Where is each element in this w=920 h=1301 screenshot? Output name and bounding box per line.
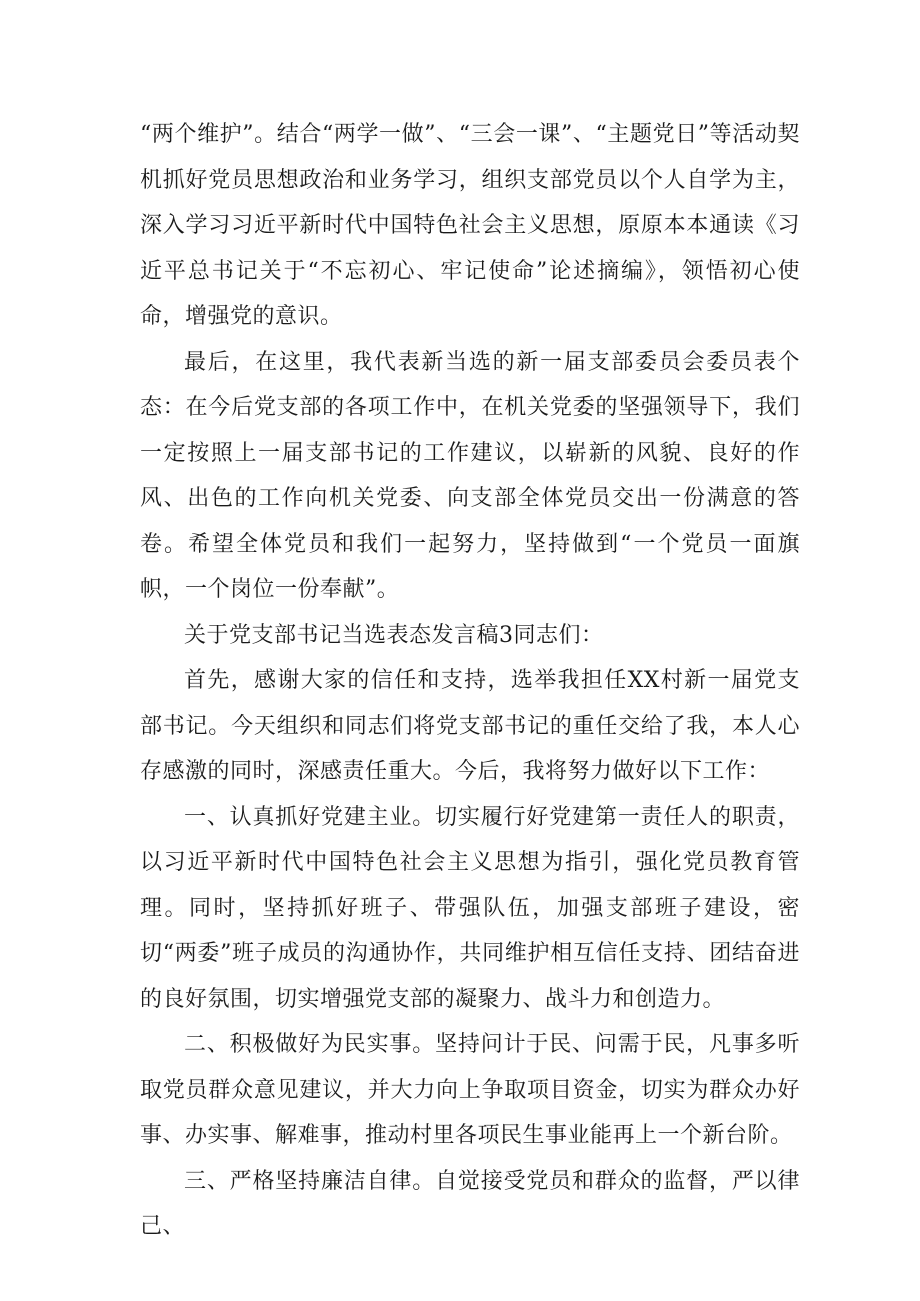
paragraph-7: 三、严格坚持廉洁自律。自觉接受党员和群众的监督，严以律己、: [140, 1168, 800, 1239]
paragraph-2: 最后，在这里，我代表新当选的新一届支部委员会委员表个态：在今后党支部的各项工作中，在机关党委的坚强领导下，我们一定按照上一届支部书记的工作建议，以崭新的风貌、良好的作风、出色的工作向机关党委、向支部全体党员交出一份满意的答卷。希望全体党员和我们一起努力，坚持做到“一个党员一面旗帜，一个岗位一份奉献”。: [140, 349, 800, 602]
document-body: [140, 112, 800, 1250]
paragraph-1: “两个维护”。结合“两学一做”、“三会一课”、“主题党日”等活动契机抓好党员思想政治和业务学习，组织支部党员以个人自学为主，深入学习习近平新时代中国特色社会主义思想，原原本本通读《习近平总书记关于“不忘初心、牢记使命”论述摘编》，领悟初心使命，增强党的意识。: [140, 122, 800, 329]
paragraph-3-heading: 关于党支部书记当选表态发言稿3同志们：: [184, 622, 604, 648]
paragraph-4: 首先，感谢大家的信任和支持，选举我担任XX村新一届党支部书记。今天组织和同志们将党支部书记的重任交给了我，本人心存感激的同时，深感责任重大。今后，我将努力做好以下工作：: [140, 668, 800, 784]
paragraph-6: 二、积极做好为民实事。坚持问计于民、问需于民，凡事多听取党员群众意见建议，并大力向上争取项目资金，切实为群众办好事、办实事、解难事，推动村里各项民生事业能再上一个新台阶。: [140, 1032, 800, 1148]
paragraph-5: 一、认真抓好党建主业。切实履行好党建第一责任人的职责，以习近平新时代中国特色社会主义思想为指引，强化党员教育管理。同时，坚持抓好班子、带强队伍，加强支部班子建设，密切“两委”班子成员的沟通协作，共同维护相互信任支持、团结奋进的良好氛围，切实增强党支部的凝聚力、战斗力和创造力。: [140, 804, 800, 1012]
